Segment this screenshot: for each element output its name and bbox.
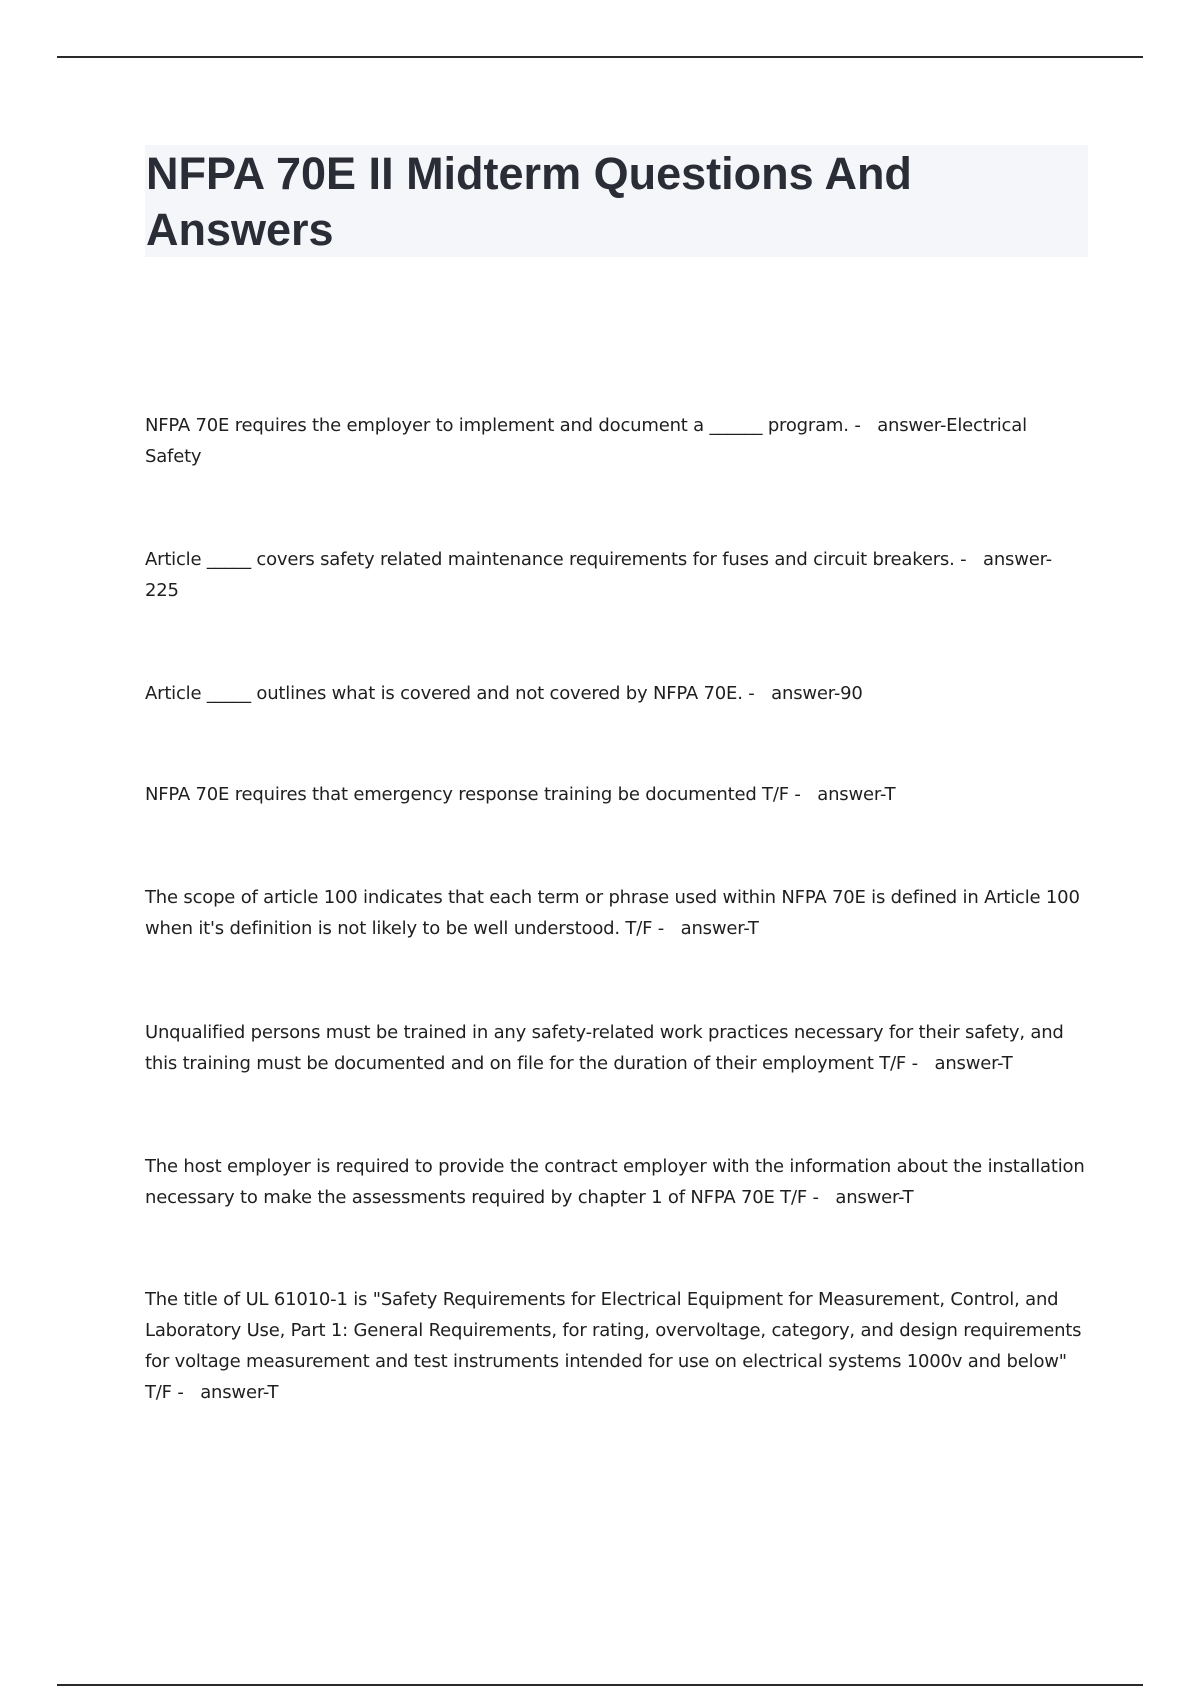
qa-item — [145, 410, 1085, 472]
qa-separator: - — [848, 415, 878, 436]
qa-item — [145, 1284, 1085, 1408]
qa-item — [145, 882, 1085, 944]
qa-separator: - — [806, 1187, 836, 1208]
question-text: Article _____ outlines what is covered and not covered by NFPA 70E. — [145, 683, 743, 704]
answer-text: answer-T — [835, 1187, 914, 1208]
qa-separator: - — [171, 1382, 201, 1403]
answer-text: answer-90 — [771, 683, 863, 704]
header-rule — [57, 56, 1143, 58]
document-title: NFPA 70E II Midterm Questions And Answers — [146, 148, 912, 255]
answer-text: answer-225 — [145, 549, 1052, 601]
qa-separator: - — [652, 918, 681, 939]
qa-item — [145, 544, 1085, 606]
qa-item — [145, 1017, 1085, 1079]
question-text: NFPA 70E requires the employer to implement and document a ______ program. — [145, 415, 849, 436]
qa-item — [145, 779, 1085, 810]
question-text: NFPA 70E requires that emergency response training be documented T/F — [145, 784, 789, 805]
answer-text: answer-T — [817, 784, 896, 805]
answer-text: answer-Electrical Safety — [145, 415, 1027, 467]
question-text: Article _____ covers safety related maintenance requirements for fuses and circuit breakers. — [145, 549, 955, 570]
question-text: The title of UL 61010-1 is "Safety Requirements for Electrical Equipment for Measurement, Control, and Laboratory Use, Part 1: General Requirements, for rating, overvoltage, category, and design requirements for voltage measurement and test instruments intended for use on electrical systems 1000v and below" T/F — [145, 1289, 1082, 1403]
qa-separator: - — [906, 1053, 935, 1074]
qa-separator: - — [742, 683, 772, 704]
answer-text: answer-T — [200, 1382, 279, 1403]
answer-text: answer-T — [680, 918, 759, 939]
answer-text: answer-T — [934, 1053, 1013, 1074]
qa-separator: - — [954, 549, 983, 570]
qa-item — [145, 1151, 1085, 1213]
footer-rule — [57, 1684, 1143, 1686]
question-text: The scope of article 100 indicates that each term or phrase used within NFPA 70E is defined in Article 100 when it's definition is not likely to be well understood. T/F — [145, 887, 1080, 939]
qa-separator: - — [788, 784, 818, 805]
question-text: Unqualified persons must be trained in any safety-related work practices necessary for their safety, and this training must be documented and on file for the duration of their employment T/F — [145, 1022, 1064, 1074]
question-text: The host employer is required to provide the contract employer with the information about the installation necessary to make the assessments required by chapter 1 of NFPA 70E T/F — [145, 1156, 1085, 1208]
qa-item — [145, 678, 1085, 709]
